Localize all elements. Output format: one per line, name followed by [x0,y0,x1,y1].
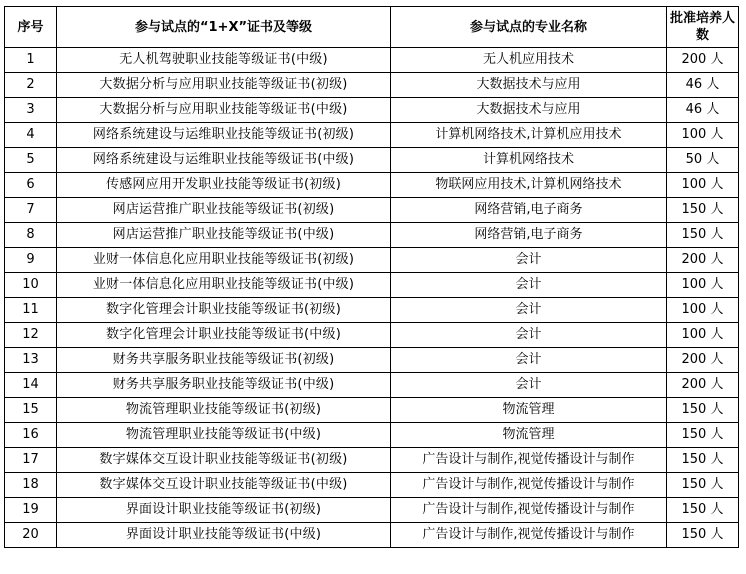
table-row [5,48,739,73]
cell-count: 100 人 [667,173,739,198]
table-row [5,323,739,348]
cell-seq: 14 [5,373,57,398]
cell-count: 100 人 [667,123,739,148]
cell-count: 200 人 [667,248,739,273]
cell-seq: 11 [5,298,57,323]
table-body [5,48,739,548]
cell-certificate: 数字媒体交互设计职业技能等级证书(中级) [57,473,391,498]
cell-major: 广告设计与制作,视觉传播设计与制作 [391,523,667,548]
cell-major: 会计 [391,348,667,373]
cell-seq: 18 [5,473,57,498]
cell-count: 200 人 [667,348,739,373]
cell-major: 无人机应用技术 [391,48,667,73]
cell-count: 150 人 [667,448,739,473]
cell-certificate: 财务共享服务职业技能等级证书(初级) [57,348,391,373]
cell-major: 物流管理 [391,398,667,423]
cell-seq: 1 [5,48,57,73]
cell-certificate: 数字化管理会计职业技能等级证书(初级) [57,298,391,323]
cell-seq: 8 [5,223,57,248]
cell-certificate: 业财一体信息化应用职业技能等级证书(初级) [57,248,391,273]
table-row [5,273,739,298]
table-row [5,248,739,273]
table-row [5,173,739,198]
cell-certificate: 物流管理职业技能等级证书(中级) [57,423,391,448]
cell-major: 物联网应用技术,计算机网络技术 [391,173,667,198]
cell-seq: 2 [5,73,57,98]
cell-certificate: 传感网应用开发职业技能等级证书(初级) [57,173,391,198]
cell-seq: 16 [5,423,57,448]
cell-major: 计算机网络技术,计算机应用技术 [391,123,667,148]
cell-count: 150 人 [667,198,739,223]
cell-major: 大数据技术与应用 [391,73,667,98]
cell-seq: 20 [5,523,57,548]
cell-major: 会计 [391,323,667,348]
table-row [5,98,739,123]
table-row [5,223,739,248]
cell-seq: 6 [5,173,57,198]
cell-certificate: 网络系统建设与运维职业技能等级证书(中级) [57,148,391,173]
cell-count: 150 人 [667,398,739,423]
table-row [5,473,739,498]
cell-count: 150 人 [667,223,739,248]
cell-count: 200 人 [667,48,739,73]
table-row [5,523,739,548]
table-row [5,398,739,423]
cell-certificate: 界面设计职业技能等级证书(中级) [57,523,391,548]
cell-seq: 17 [5,448,57,473]
cell-major: 计算机网络技术 [391,148,667,173]
cell-certificate: 网店运营推广职业技能等级证书(中级) [57,223,391,248]
table-row [5,148,739,173]
cell-certificate: 大数据分析与应用职业技能等级证书(初级) [57,73,391,98]
cell-count: 50 人 [667,148,739,173]
cell-seq: 13 [5,348,57,373]
table-row [5,448,739,473]
table-row [5,423,739,448]
cell-certificate: 数字媒体交互设计职业技能等级证书(初级) [57,448,391,473]
header-count: 批准培养人数 [667,7,739,48]
cell-seq: 7 [5,198,57,223]
cell-major: 会计 [391,298,667,323]
cell-count: 100 人 [667,298,739,323]
table-row [5,373,739,398]
table-row [5,498,739,523]
cell-certificate: 网店运营推广职业技能等级证书(初级) [57,198,391,223]
cell-count: 100 人 [667,273,739,298]
cell-certificate: 财务共享服务职业技能等级证书(中级) [57,373,391,398]
cell-major: 大数据技术与应用 [391,98,667,123]
cell-count: 150 人 [667,423,739,448]
cell-certificate: 界面设计职业技能等级证书(初级) [57,498,391,523]
table-row [5,73,739,98]
cell-major: 会计 [391,248,667,273]
cell-major: 广告设计与制作,视觉传播设计与制作 [391,498,667,523]
table-row [5,198,739,223]
cell-major: 网络营销,电子商务 [391,223,667,248]
cell-certificate: 网络系统建设与运维职业技能等级证书(初级) [57,123,391,148]
cell-seq: 4 [5,123,57,148]
cell-seq: 3 [5,98,57,123]
cell-certificate: 无人机驾驶职业技能等级证书(中级) [57,48,391,73]
cell-certificate: 大数据分析与应用职业技能等级证书(中级) [57,98,391,123]
cell-major: 会计 [391,273,667,298]
cell-seq: 5 [5,148,57,173]
cell-major: 会计 [391,373,667,398]
cell-count: 150 人 [667,498,739,523]
cell-major: 广告设计与制作,视觉传播设计与制作 [391,448,667,473]
cell-count: 100 人 [667,323,739,348]
cell-count: 150 人 [667,523,739,548]
header-major: 参与试点的专业名称 [391,7,667,48]
cell-seq: 19 [5,498,57,523]
cell-major: 网络营销,电子商务 [391,198,667,223]
table-header-row [5,7,739,48]
header-certificate: 参与试点的“1+X”证书及等级 [57,7,391,48]
cell-count: 46 人 [667,73,739,98]
cell-count: 200 人 [667,373,739,398]
cell-count: 46 人 [667,98,739,123]
cell-certificate: 物流管理职业技能等级证书(初级) [57,398,391,423]
header-seq: 序号 [5,7,57,48]
cell-certificate: 业财一体信息化应用职业技能等级证书(中级) [57,273,391,298]
cell-count: 150 人 [667,473,739,498]
cell-major: 物流管理 [391,423,667,448]
cell-seq: 15 [5,398,57,423]
table-row [5,298,739,323]
table-row [5,348,739,373]
pilot-certificate-table [4,6,739,548]
cell-seq: 10 [5,273,57,298]
cell-major: 广告设计与制作,视觉传播设计与制作 [391,473,667,498]
table-row [5,123,739,148]
cell-seq: 12 [5,323,57,348]
cell-seq: 9 [5,248,57,273]
cell-certificate: 数字化管理会计职业技能等级证书(中级) [57,323,391,348]
